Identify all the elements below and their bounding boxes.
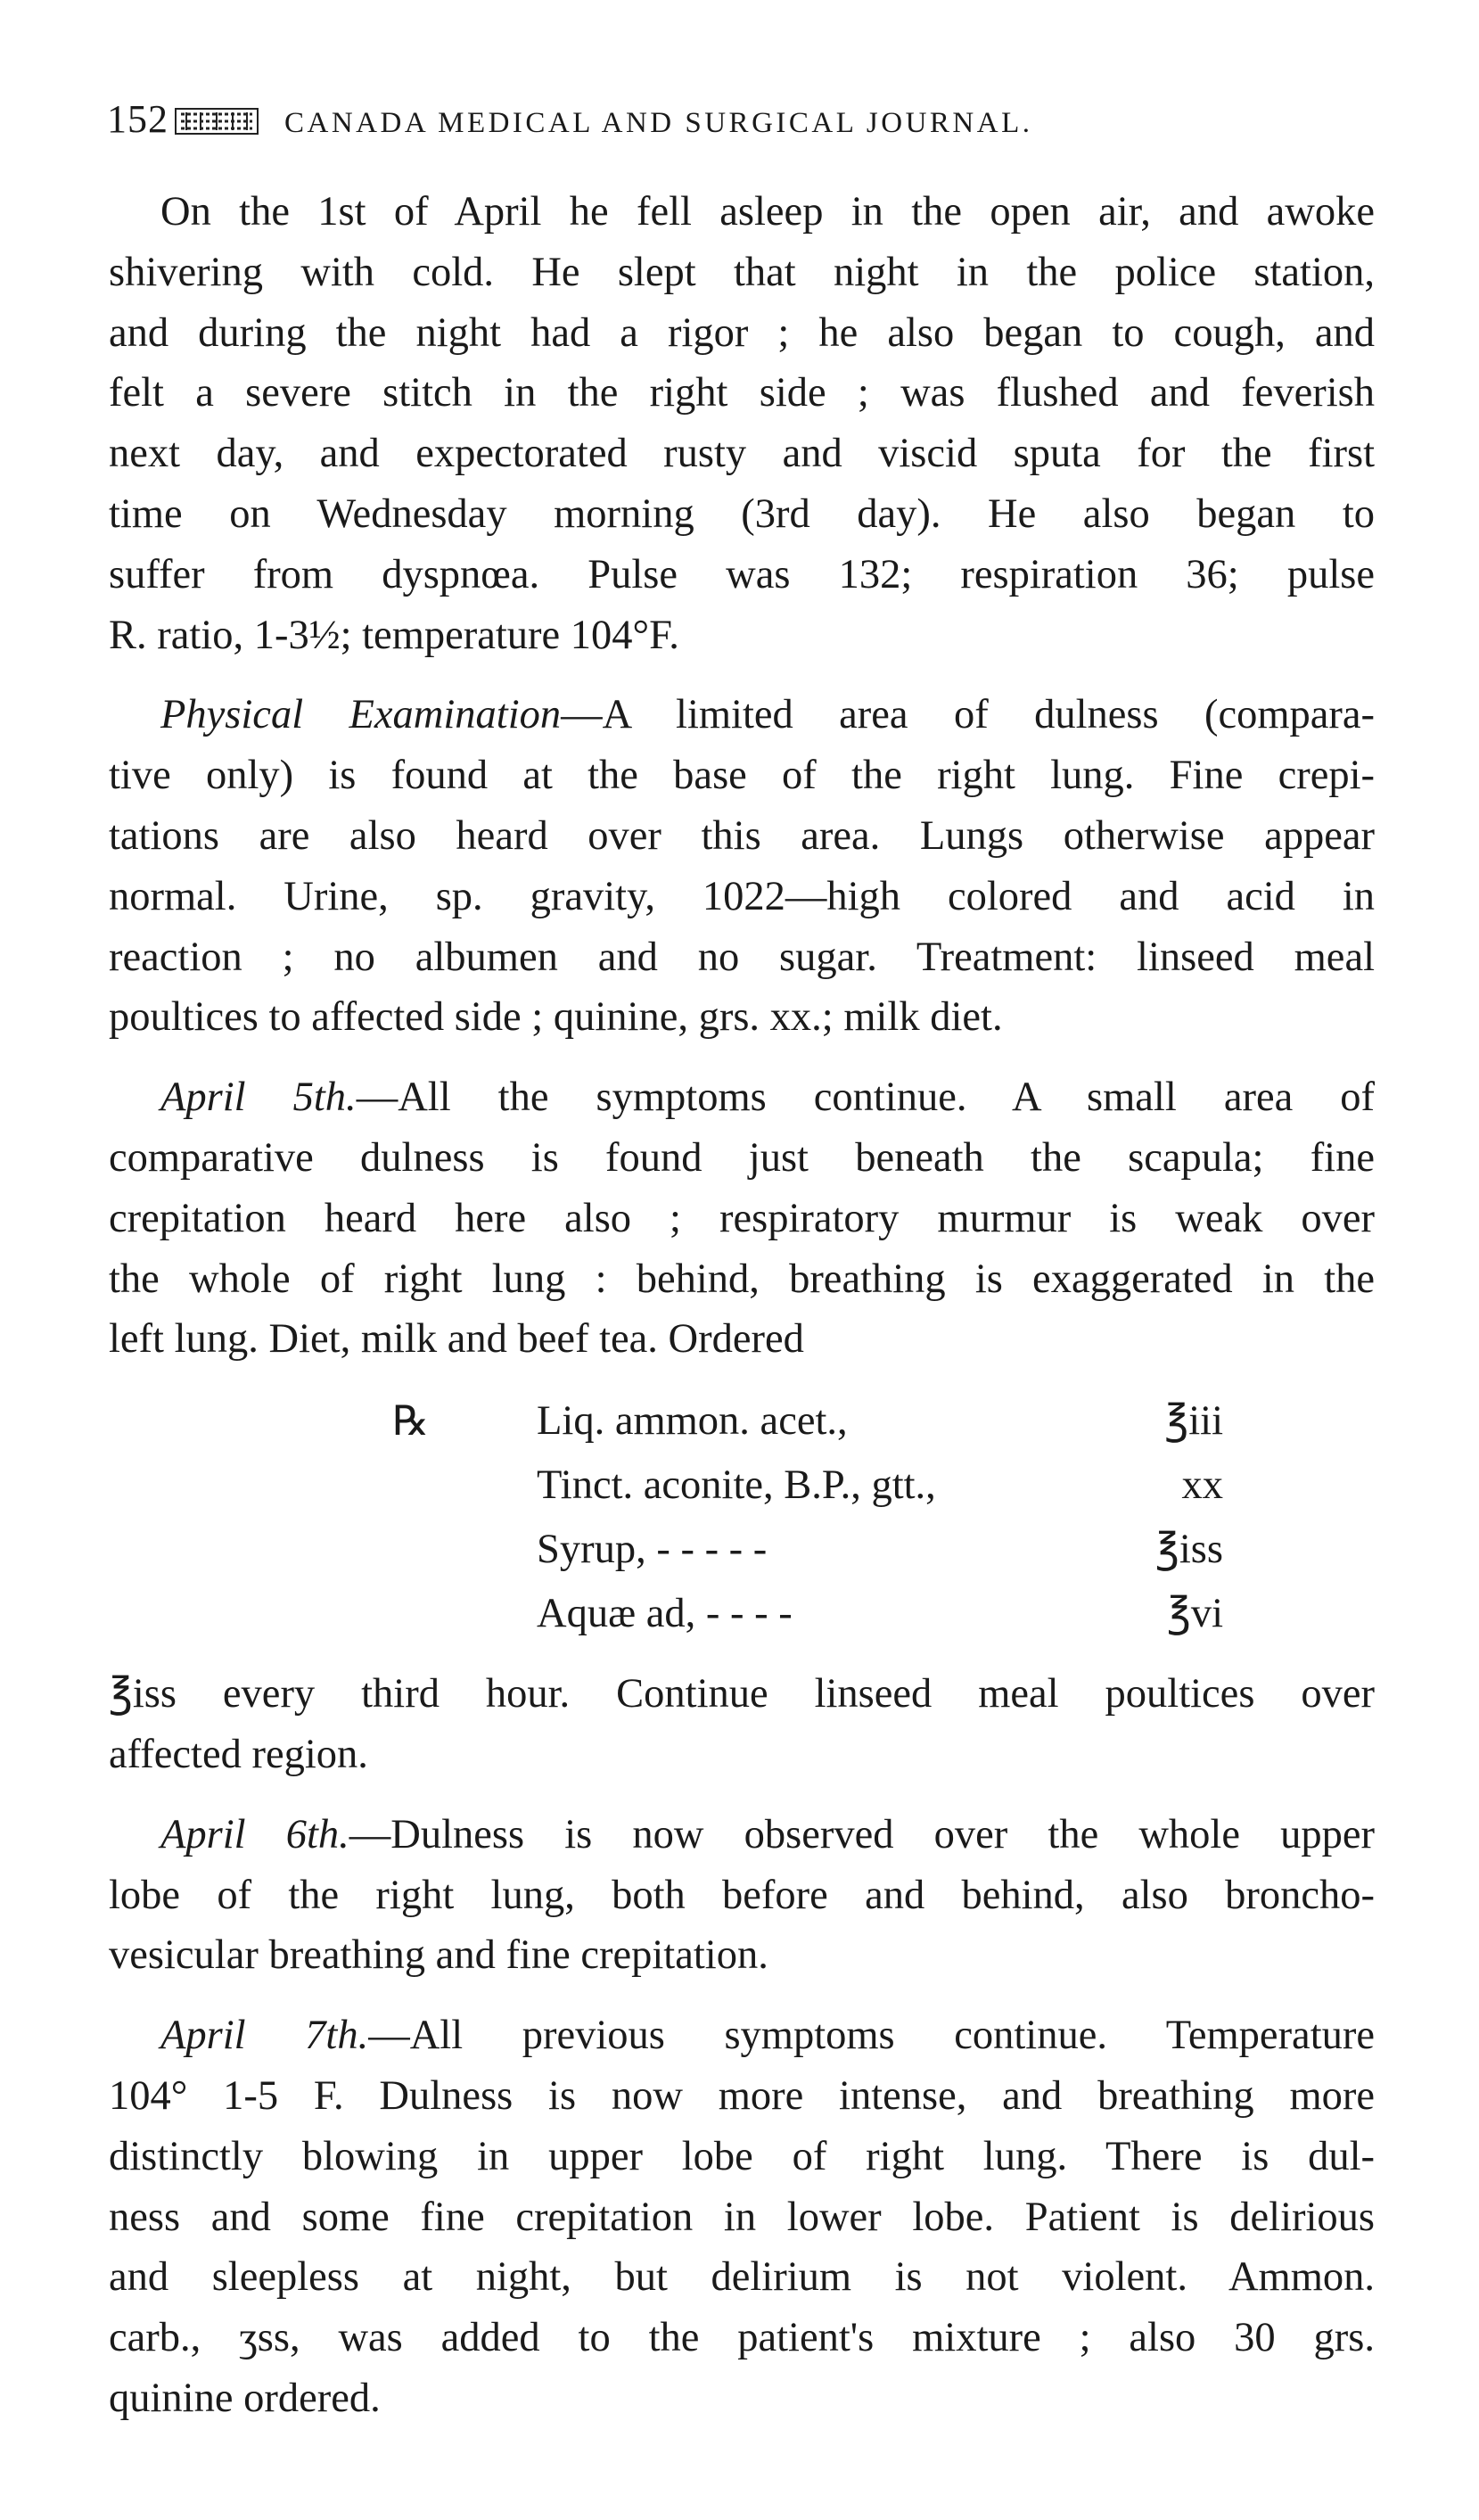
text-line: normal. Urine, sp. gravity, 1022—high colored and acid in <box>109 873 1375 919</box>
text-line: distinctly blowing in upper lobe of right lung. There is dul- <box>109 2133 1375 2179</box>
text-line: April 6th.—Dulness is now observed over the whole upper <box>160 1811 1375 1857</box>
text-line: ness and some fine crepitation in lower lobe. Patient is delirious <box>109 2194 1375 2240</box>
text-line: left lung. Diet, milk and beef tea. Ordered <box>109 1316 804 1363</box>
text-line: Physical Examination—A limited area of dulness (compara- <box>160 692 1375 738</box>
ingredient-dose: ℥iii <box>1164 1398 1223 1445</box>
page-number: 152 <box>107 97 168 141</box>
paragraph-april-5th <box>109 1067 1375 1370</box>
text-line: comparative dulness is found just beneath the scapula; fine <box>109 1134 1375 1181</box>
prescription-item <box>537 1584 1223 1644</box>
text-line: carb., ʒss, was added to the patient's mixture ; also 30 grs. <box>109 2315 1375 2361</box>
ingredient-dose: ℥iss <box>1155 1527 1223 1573</box>
prescription-item <box>537 1519 1223 1580</box>
text-line: On the 1st of April he fell asleep in the open air, and awoke <box>160 189 1375 235</box>
text-line: April 5th.—All the symptoms continue. A small area of <box>160 1075 1375 1121</box>
ingredient-name: Tinct. aconite, B.P., gtt., <box>537 1462 936 1509</box>
ingredient-name: Liq. ammon. acet., <box>537 1398 848 1445</box>
text-line: ℥iss every third hour. Continue linseed meal poultices over <box>109 1671 1375 1717</box>
paragraph-dosage <box>109 1664 1375 1785</box>
text-line: suffer from dyspnœa. Pulse was 132; respiration 36; pulse <box>109 551 1375 597</box>
date-heading: April 7th. <box>160 2013 369 2059</box>
ingredient-name: Syrup, - - - - - <box>537 1527 768 1573</box>
text-line: 104° 1-5 F. Dulness is now more intense, and breathing more <box>109 2072 1375 2119</box>
page-header <box>107 96 1266 150</box>
text-line: and sleepless at night, but delirium is not violent. Ammon. <box>109 2254 1375 2301</box>
prescription-item <box>537 1391 1223 1452</box>
paragraph-april-6th <box>109 1805 1375 1986</box>
ingredient-dose: xx <box>1181 1462 1223 1509</box>
text-line: tations are also heard over this area. Lungs otherwise appear <box>109 812 1375 859</box>
text-line: R. ratio, 1-3½; temperature 104°F. <box>109 612 679 658</box>
text-line: April 7th.—All previous symptoms continue. Temperature <box>160 2013 1375 2059</box>
text-line: affected region. <box>109 1731 368 1777</box>
text-line: tive only) is found at the base of the right lung. Fine crepi- <box>109 753 1375 799</box>
text-line: reaction ; no albumen and no sugar. Treatment: linseed meal <box>109 934 1375 980</box>
text-line: time on Wednesday morning (3rd day). He also began to <box>109 490 1375 537</box>
text-line: next day, and expectorated rusty and viscid sputa for the first <box>109 431 1375 477</box>
text-line: crepitation heard here also ; respiratory murmur is weak over <box>109 1195 1375 1241</box>
recipe-symbol: ℞ <box>392 1398 430 1445</box>
article-body <box>109 182 1375 2429</box>
ingredient-name: Aquæ ad, - - - - <box>537 1591 793 1637</box>
paragraph-history <box>109 182 1375 665</box>
text-line: the whole of right lung : behind, breathing is exaggerated in the <box>109 1256 1375 1302</box>
text-line: and during the night had a rigor ; he also began to cough, and <box>109 309 1375 356</box>
running-title: CANADA MEDICAL AND SURGICAL JOURNAL. <box>284 107 1033 139</box>
date-heading: April 5th. <box>160 1075 357 1121</box>
text-line: shivering with cold. He slept that night in the police station, <box>109 249 1375 295</box>
prescription-block <box>109 1391 1375 1651</box>
ingredient-dose: ℥vi <box>1166 1591 1223 1637</box>
paragraph-april-7th <box>109 2005 1375 2429</box>
text-line: poultices to affected side ; quinine, grs. xx.; milk diet. <box>109 994 1003 1041</box>
text-line: vesicular breathing and fine crepitation. <box>109 1932 768 1979</box>
section-heading: Physical Examination <box>160 692 562 738</box>
text-line: quinine ordered. <box>109 2375 381 2421</box>
prescription-item <box>537 1455 1223 1516</box>
paragraph-physical-examination <box>109 685 1375 1048</box>
date-heading: April 6th. <box>160 1811 349 1857</box>
text-line: felt a severe stitch in the right side ; was flushed and feverish <box>109 370 1375 416</box>
printer-ornament-icon <box>174 105 259 137</box>
text-line: lobe of the right lung, both before and behind, also broncho- <box>109 1872 1375 1918</box>
